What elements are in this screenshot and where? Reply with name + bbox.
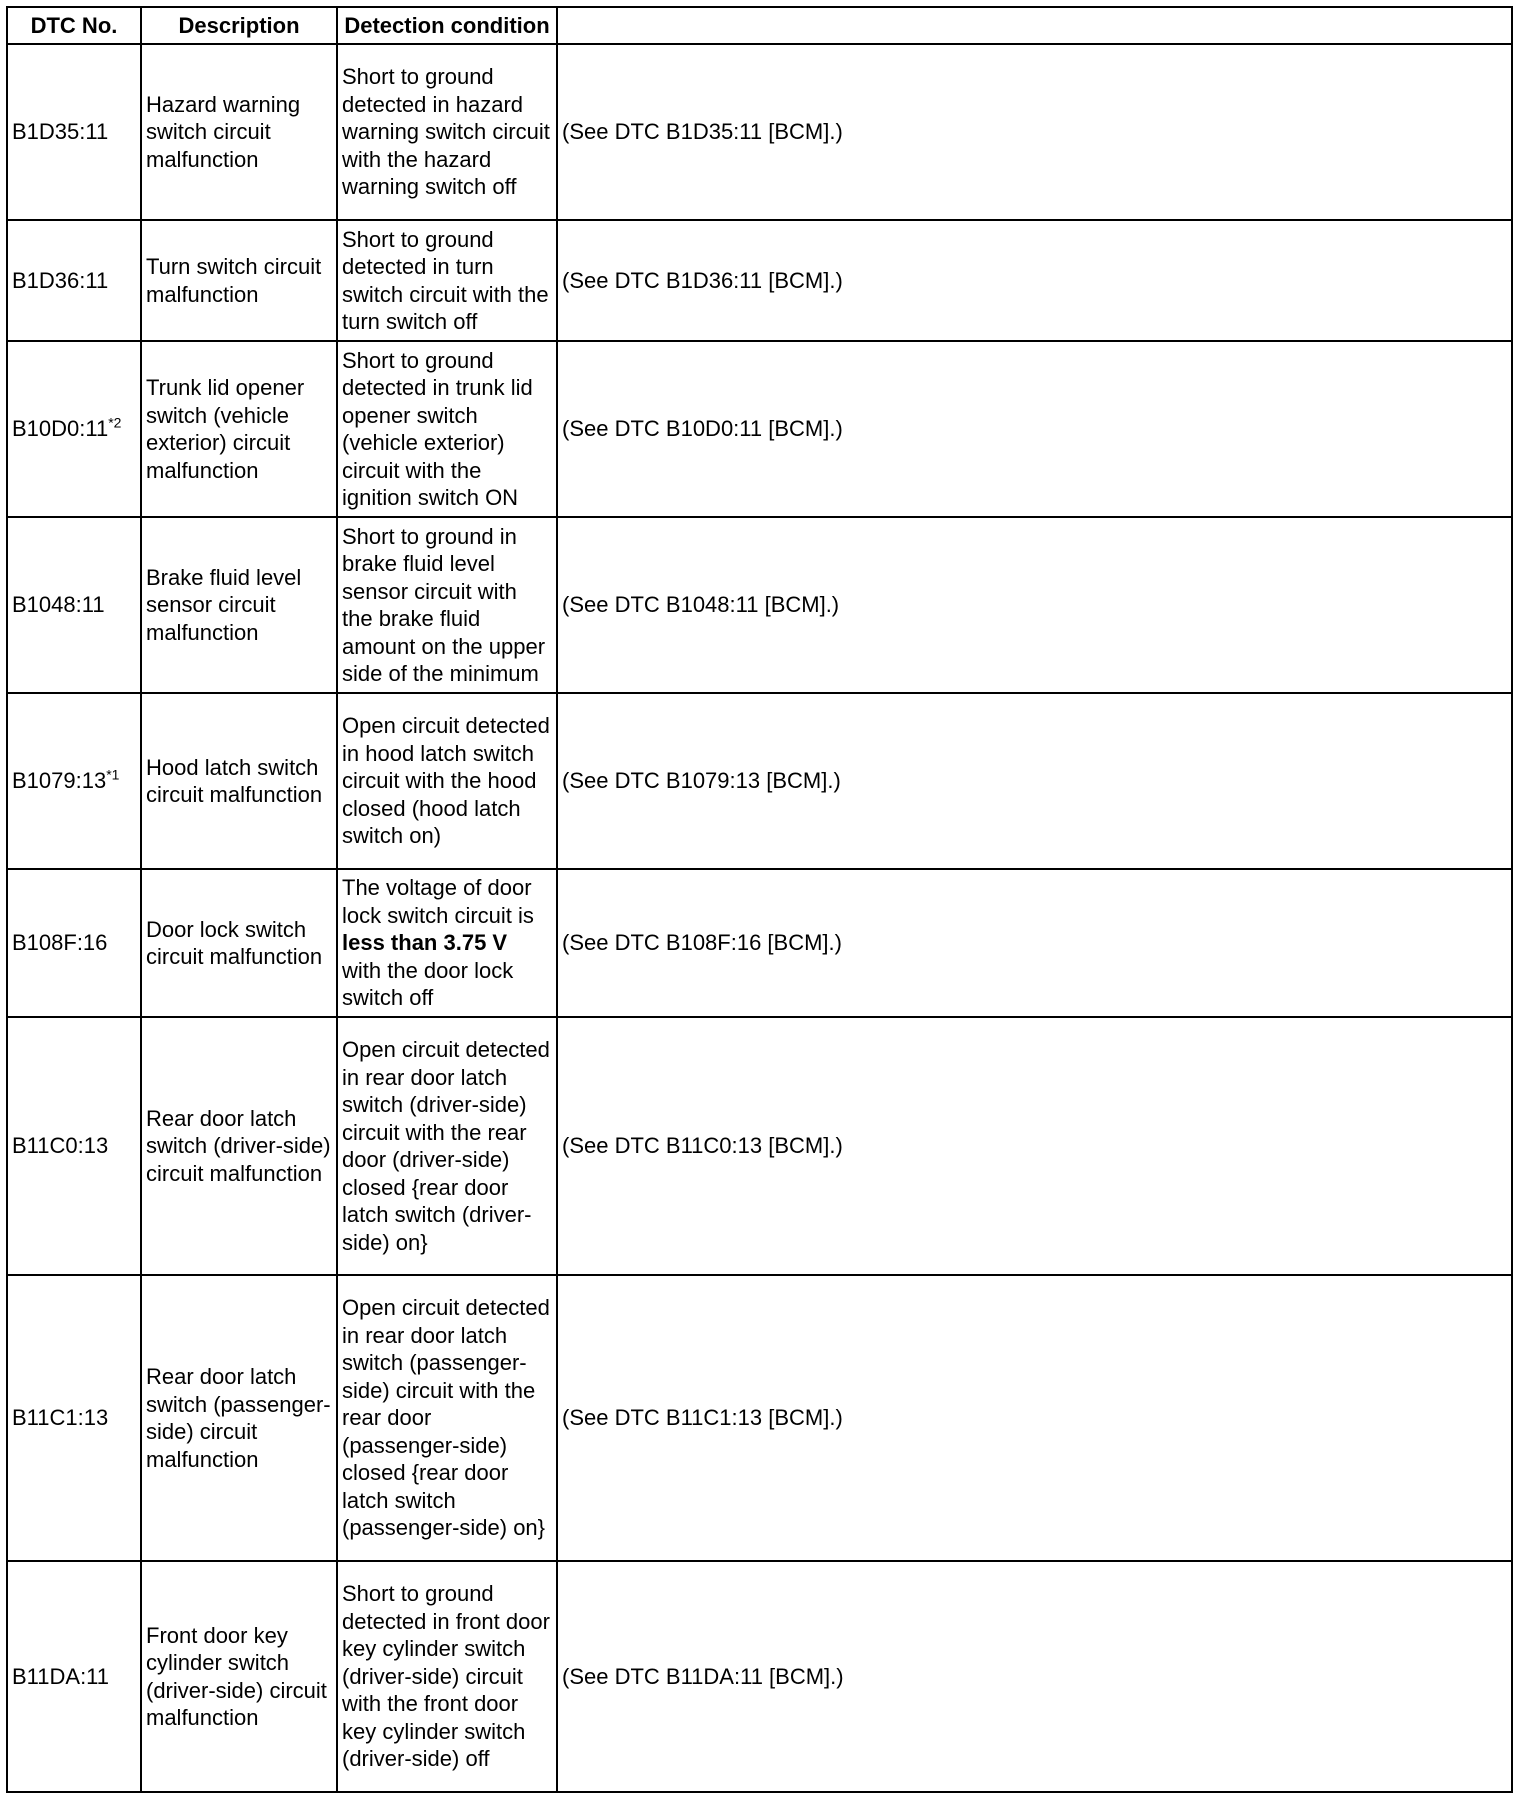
reference-cell: (See DTC B11DA:11 [BCM].) [557, 1561, 1512, 1792]
condition-cell: Open circuit detected in hood latch switch circuit with the hood closed (hood latch switch on) [337, 693, 557, 869]
dtc-cell [7, 517, 141, 693]
condition-cell: Open circuit detected in rear door latch switch (passenger-side) circuit with the rear door (passenger-side) closed {rear door latch switch (passenger-side) on} [337, 1275, 557, 1561]
dtc-cell [7, 1017, 141, 1275]
header-reference [557, 7, 1512, 44]
table-row [7, 869, 1512, 1017]
header-row [7, 7, 1512, 44]
reference-cell: (See DTC B10D0:11 [BCM].) [557, 341, 1512, 517]
dtc-code: B10D0:11 [12, 416, 109, 442]
dtc-cell [7, 44, 141, 220]
table-row [7, 220, 1512, 341]
dtc-code: B11C1:13 [12, 1405, 109, 1431]
condition-cell: Short to ground in brake fluid level sensor circuit with the brake fluid amount on the upper side of the minimum [337, 517, 557, 693]
reference-cell: (See DTC B11C0:13 [BCM].) [557, 1017, 1512, 1275]
dtc-cell [7, 341, 141, 517]
condition-cell: Short to ground detected in front door key cylinder switch (driver-side) circuit with the front door key cylinder switch (driver-side) off [337, 1561, 557, 1792]
reference-cell: (See DTC B1D36:11 [BCM].) [557, 220, 1512, 341]
reference-cell: (See DTC B1D35:11 [BCM].) [557, 44, 1512, 220]
dtc-code: B1D35:11 [12, 119, 109, 145]
footnote-marker: *2 [108, 414, 122, 431]
dtc-code: B1079:13 [12, 768, 107, 794]
dtc-code: B1048:11 [12, 592, 105, 618]
description-cell: Trunk lid opener switch (vehicle exterior) circuit malfunction [141, 341, 337, 517]
condition-threshold: less than 3.75 V [342, 930, 508, 956]
description-cell: Front door key cylinder switch (driver-side) circuit malfunction [141, 1561, 337, 1792]
header-dtc-no: DTC No. [7, 7, 141, 44]
footnote-marker: *1 [106, 766, 120, 783]
dtc-code: B11DA:11 [12, 1663, 110, 1689]
description-cell: Brake fluid level sensor circuit malfunction [141, 517, 337, 693]
table-row [7, 517, 1512, 693]
description-cell: Hazard warning switch circuit malfunction [141, 44, 337, 220]
reference-cell: (See DTC B11C1:13 [BCM].) [557, 1275, 1512, 1561]
dtc-cell [7, 1561, 141, 1792]
reference-cell: (See DTC B1079:13 [BCM].) [557, 693, 1512, 869]
dtc-code: B1D36:11 [12, 267, 109, 293]
condition-cell: Open circuit detected in rear door latch switch (driver-side) circuit with the rear door (driver-side) closed {rear door latch switch (driver-side) on} [337, 1017, 557, 1275]
table-row [7, 693, 1512, 869]
table-row [7, 341, 1512, 517]
condition-cell [337, 869, 557, 1017]
table-row [7, 44, 1512, 220]
dtc-code: B11C0:13 [12, 1133, 109, 1159]
reference-cell: (See DTC B108F:16 [BCM].) [557, 869, 1512, 1017]
condition-text: with the door lock switch off [342, 957, 514, 1011]
description-cell: Hood latch switch circuit malfunction [141, 693, 337, 869]
condition-cell: Short to ground detected in hazard warning switch circuit with the hazard warning switch off [337, 44, 557, 220]
table-row [7, 1561, 1512, 1792]
table-row [7, 1017, 1512, 1275]
description-cell: Door lock switch circuit malfunction [141, 869, 337, 1017]
dtc-cell [7, 693, 141, 869]
header-detection-condition: Detection condition [337, 7, 557, 44]
description-cell: Turn switch circuit malfunction [141, 220, 337, 341]
condition-cell: Short to ground detected in trunk lid opener switch (vehicle exterior) circuit with the ignition switch ON [337, 341, 557, 517]
condition-text: The voltage of door lock switch circuit is [342, 875, 534, 928]
description-cell: Rear door latch switch (passenger-side) circuit malfunction [141, 1275, 337, 1561]
dtc-code: B108F:16 [12, 930, 108, 956]
description-cell: Rear door latch switch (driver-side) circuit malfunction [141, 1017, 337, 1275]
dtc-table [6, 6, 1513, 1793]
condition-cell: Short to ground detected in turn switch circuit with the turn switch off [337, 220, 557, 341]
dtc-cell [7, 1275, 141, 1561]
table-row [7, 1275, 1512, 1561]
dtc-cell [7, 220, 141, 341]
header-description: Description [141, 7, 337, 44]
dtc-cell [7, 869, 141, 1017]
reference-cell: (See DTC B1048:11 [BCM].) [557, 517, 1512, 693]
